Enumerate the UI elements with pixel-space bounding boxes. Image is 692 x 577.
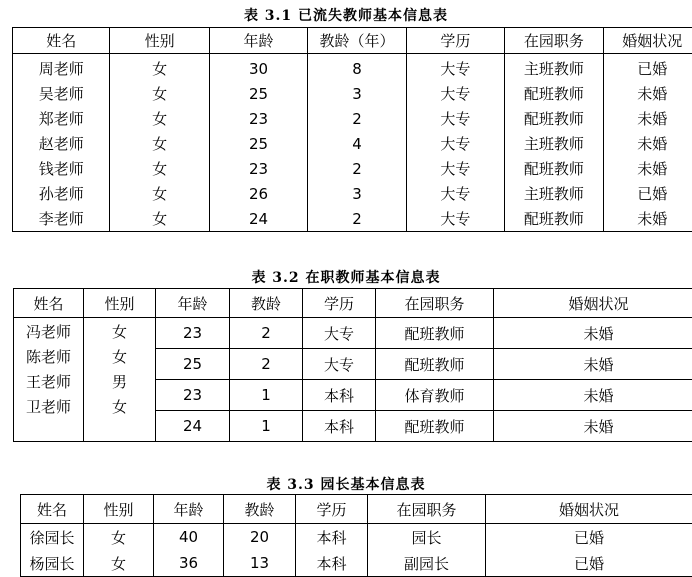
header-education: 学历 [303,289,376,318]
cell: 未婚 [494,349,692,380]
cell: 2 [308,156,406,181]
cell: 未婚 [603,106,692,131]
cell: 26 [209,181,307,206]
header-gender: 性别 [84,289,156,318]
cell: 大专 [406,81,504,106]
cell: 女 [110,81,209,106]
cell: 未婚 [494,318,692,349]
cell: 主班教师 [505,54,603,82]
teacher-name: 陈老师 [25,348,71,366]
cell: 2 [308,206,406,232]
cell: 配班教师 [505,106,603,131]
header-name: 姓名 [14,289,84,318]
cell: 24 [209,206,307,232]
cell: 25 [209,131,307,156]
current-teachers-table [13,288,692,442]
table-row [13,206,692,232]
header-gender: 性别 [110,28,209,54]
teacher-name: 冯老师 [25,323,71,341]
cell: 已婚 [603,54,692,82]
cell: 本科 [296,550,368,577]
header-position: 在园职务 [376,289,494,318]
cell: 23 [156,318,230,349]
cell: 13 [224,550,296,577]
cell: 25 [209,81,307,106]
cell: 本科 [296,524,368,551]
table-row [13,81,692,106]
cell: 大专 [406,181,504,206]
table1-caption: 表 3.1 已流失教师基本信息表 [243,8,449,24]
cell: 体育教师 [376,380,494,411]
cell: 配班教师 [376,318,494,349]
table-row [13,156,692,181]
cell: 大专 [406,156,504,181]
names-cell [14,318,84,442]
cell: 3 [308,181,406,206]
header-gender: 性别 [84,495,154,524]
cell: 配班教师 [376,349,494,380]
cell: 36 [154,550,224,577]
cell: 8 [308,54,406,82]
teacher-gender: 男 [111,373,127,391]
cell: 主班教师 [505,181,603,206]
header-name: 姓名 [21,495,84,524]
lost-teachers-table [12,27,692,232]
cell: 女 [110,181,209,206]
cell: 未婚 [603,206,692,232]
cell: 30 [209,54,307,82]
header-marital-status: 婚姻状况 [486,495,692,524]
cell: 未婚 [603,81,692,106]
cell: 李老师 [13,206,110,232]
cell: 孙老师 [13,181,110,206]
table-row [13,131,692,156]
cell: 3 [308,81,406,106]
cell: 配班教师 [505,156,603,181]
cell: 1 [230,411,303,442]
cell: 未婚 [494,380,692,411]
teacher-name: 王老师 [25,373,71,391]
cell: 配班教师 [505,206,603,232]
cell: 郑老师 [13,106,110,131]
table-row [13,181,692,206]
cell: 大专 [406,54,504,82]
cell: 副园长 [368,550,486,577]
cell: 女 [110,106,209,131]
cell: 2 [230,349,303,380]
cell: 已婚 [486,524,692,551]
cell: 4 [308,131,406,156]
header-age: 年龄 [209,28,307,54]
table-header-row [14,289,692,318]
header-age: 年龄 [154,495,224,524]
cell: 未婚 [603,131,692,156]
header-age: 年龄 [156,289,230,318]
cell: 主班教师 [505,131,603,156]
cell: 配班教师 [376,411,494,442]
cell: 女 [84,524,154,551]
header-marital-status: 婚姻状况 [603,28,692,54]
cell: 大专 [303,349,376,380]
cell: 配班教师 [505,81,603,106]
cell: 杨园长 [21,550,84,577]
cell: 女 [110,131,209,156]
table-row [13,54,692,82]
header-marital-status: 婚姻状况 [494,289,692,318]
table-header-row [21,495,692,524]
cell: 大专 [406,206,504,232]
cell: 23 [209,106,307,131]
header-teaching-years: 教龄 [230,289,303,318]
cell: 大专 [303,318,376,349]
teacher-gender: 女 [111,323,127,341]
cell: 本科 [303,411,376,442]
cell: 大专 [406,106,504,131]
cell: 赵老师 [13,131,110,156]
cell: 女 [110,206,209,232]
cell: 1 [230,380,303,411]
cell: 23 [156,380,230,411]
cell: 23 [209,156,307,181]
cell: 未婚 [494,411,692,442]
cell: 未婚 [603,156,692,181]
genders-cell [84,318,156,442]
cell: 吴老师 [13,81,110,106]
cell: 女 [110,54,209,82]
table-row [14,318,692,349]
teacher-gender: 女 [111,348,127,366]
cell: 女 [84,550,154,577]
cell: 24 [156,411,230,442]
header-position: 在园职务 [368,495,486,524]
table-header-row [13,28,692,54]
cell: 本科 [303,380,376,411]
cell: 已婚 [603,181,692,206]
teacher-name: 卫老师 [25,398,71,416]
table-row [21,524,692,551]
table3-caption: 表 3.3 园长基本信息表 [266,477,426,493]
header-teaching-years: 教龄 [224,495,296,524]
header-education: 学历 [296,495,368,524]
cell: 20 [224,524,296,551]
teacher-gender: 女 [111,398,127,416]
header-teaching-years: 教龄（年） [308,28,406,54]
cell: 40 [154,524,224,551]
cell: 周老师 [13,54,110,82]
header-position: 在园职务 [505,28,603,54]
cell: 25 [156,349,230,380]
cell: 2 [230,318,303,349]
cell: 园长 [368,524,486,551]
cell: 2 [308,106,406,131]
cell: 大专 [406,131,504,156]
table2-caption: 表 3.2 在职教师基本信息表 [251,270,441,286]
cell: 女 [110,156,209,181]
header-name: 姓名 [13,28,110,54]
table-row [13,106,692,131]
cell: 徐园长 [21,524,84,551]
table-row [21,550,692,577]
cell: 已婚 [486,550,692,577]
cell: 钱老师 [13,156,110,181]
header-education: 学历 [406,28,504,54]
principals-table [20,494,692,577]
